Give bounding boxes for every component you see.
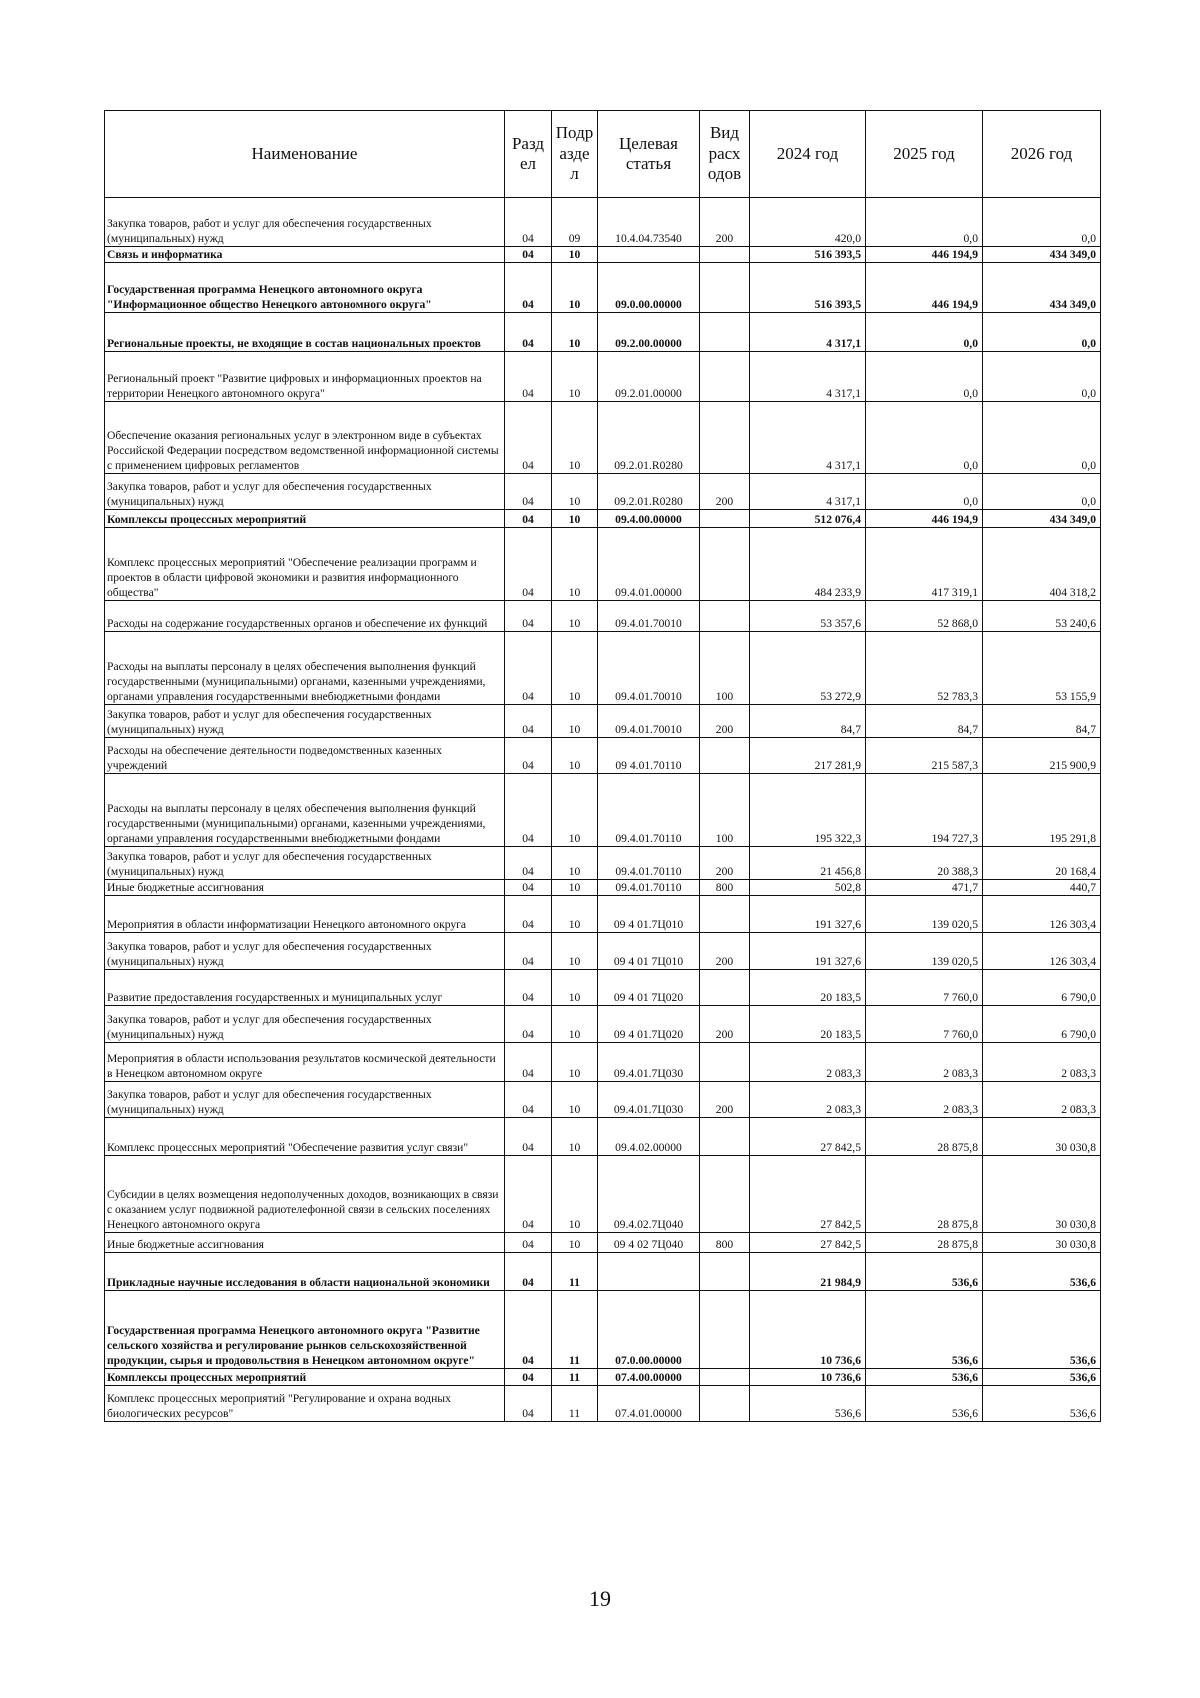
cell-expense-type <box>700 601 750 632</box>
cell-2026: 30 030,8 <box>983 1118 1101 1156</box>
cell-2025: 139 020,5 <box>866 896 983 933</box>
cell-subsection: 10 <box>552 1082 598 1118</box>
cell-section: 04 <box>505 880 552 896</box>
cell-2025: 471,7 <box>866 880 983 896</box>
cell-expense-type <box>700 313 750 352</box>
cell-2025: 536,6 <box>866 1253 983 1291</box>
cell-2026: 0,0 <box>983 352 1101 402</box>
cell-2026: 126 303,4 <box>983 896 1101 933</box>
table-row <box>105 896 1101 933</box>
cell-2026: 536,6 <box>983 1369 1101 1386</box>
cell-2024: 516 393,5 <box>750 247 866 263</box>
cell-target-article: 09.4.01.70110 <box>598 880 700 896</box>
cell-name: Обеспечение оказания региональных услуг в электронном виде в субъектах Российской Федерации посредством ведомственной информационной системы с применением цифровых регламентов <box>105 402 505 474</box>
cell-2024: 4 317,1 <box>750 474 866 510</box>
cell-subsection: 11 <box>552 1253 598 1291</box>
cell-2026: 536,6 <box>983 1291 1101 1369</box>
cell-subsection: 10 <box>552 632 598 705</box>
cell-2024: 4 317,1 <box>750 402 866 474</box>
cell-target-article: 09 4 01.7Ц010 <box>598 896 700 933</box>
cell-subsection: 10 <box>552 774 598 847</box>
cell-expense-type: 200 <box>700 474 750 510</box>
cell-name: Связь и информатика <box>105 247 505 263</box>
cell-2026: 2 083,3 <box>983 1082 1101 1118</box>
cell-2025: 28 875,8 <box>866 1118 983 1156</box>
table-row <box>105 705 1101 738</box>
table-row <box>105 474 1101 510</box>
cell-2024: 536,6 <box>750 1386 866 1422</box>
table-row <box>105 1253 1101 1291</box>
cell-name: Закупка товаров, работ и услуг для обеспечения государственных (муниципальных) нужд <box>105 1082 505 1118</box>
cell-expense-type: 800 <box>700 1233 750 1253</box>
header-2025: 2025 год <box>866 111 983 198</box>
cell-section: 04 <box>505 474 552 510</box>
cell-target-article: 09 4 01.7Ц020 <box>598 1006 700 1043</box>
cell-target-article: 09.2.01.R0280 <box>598 402 700 474</box>
cell-2024: 27 842,5 <box>750 1118 866 1156</box>
cell-expense-type <box>700 738 750 774</box>
cell-target-article: 09.2.01.R0280 <box>598 474 700 510</box>
cell-target-article: 09.4.01.70010 <box>598 632 700 705</box>
table-row <box>105 510 1101 528</box>
cell-target-article: 09.4.02.7Ц040 <box>598 1156 700 1233</box>
cell-2025: 139 020,5 <box>866 933 983 970</box>
cell-expense-type: 200 <box>700 847 750 880</box>
cell-subsection: 11 <box>552 1369 598 1386</box>
cell-section: 04 <box>505 198 552 247</box>
cell-2026: 434 349,0 <box>983 510 1101 528</box>
cell-target-article: 09 4 02 7Ц040 <box>598 1233 700 1253</box>
table-body <box>105 198 1101 1422</box>
cell-2024: 10 736,6 <box>750 1291 866 1369</box>
cell-subsection: 10 <box>552 970 598 1006</box>
table-row <box>105 1291 1101 1369</box>
cell-name: Комплексы процессных мероприятий <box>105 510 505 528</box>
cell-expense-type <box>700 510 750 528</box>
cell-expense-type <box>700 1156 750 1233</box>
cell-subsection: 10 <box>552 352 598 402</box>
cell-expense-type: 200 <box>700 705 750 738</box>
cell-2026: 434 349,0 <box>983 263 1101 313</box>
cell-target-article: 09.4.01.7Ц030 <box>598 1043 700 1082</box>
cell-name: Государственная программа Ненецкого автономного округа "Развитие сельского хозяйства и регулирование рынков сельскохозяйственной продукции, сырья и продовольствия в Ненецком автономном округе" <box>105 1291 505 1369</box>
cell-2024: 10 736,6 <box>750 1369 866 1386</box>
cell-target-article: 07.4.00.00000 <box>598 1369 700 1386</box>
table-row <box>105 263 1101 313</box>
cell-subsection: 10 <box>552 1118 598 1156</box>
cell-2024: 53 357,6 <box>750 601 866 632</box>
cell-2025: 215 587,3 <box>866 738 983 774</box>
cell-section: 04 <box>505 774 552 847</box>
cell-subsection: 10 <box>552 313 598 352</box>
table-row <box>105 1156 1101 1233</box>
cell-2024: 20 183,5 <box>750 970 866 1006</box>
cell-2025: 0,0 <box>866 352 983 402</box>
cell-section: 04 <box>505 1043 552 1082</box>
cell-target-article: 07.0.00.00000 <box>598 1291 700 1369</box>
cell-target-article: 09.4.02.00000 <box>598 1118 700 1156</box>
table-row <box>105 1369 1101 1386</box>
cell-subsection: 10 <box>552 263 598 313</box>
cell-2025: 28 875,8 <box>866 1156 983 1233</box>
cell-subsection: 11 <box>552 1386 598 1422</box>
cell-subsection: 10 <box>552 510 598 528</box>
cell-target-article: 09 4 01 7Ц010 <box>598 933 700 970</box>
header-section: Разд ел <box>505 111 552 198</box>
cell-name: Региональные проекты, не входящие в состав национальных проектов <box>105 313 505 352</box>
cell-subsection: 10 <box>552 705 598 738</box>
cell-section: 04 <box>505 847 552 880</box>
cell-subsection: 10 <box>552 847 598 880</box>
cell-2026: 2 083,3 <box>983 1043 1101 1082</box>
cell-section: 04 <box>505 933 552 970</box>
table-row <box>105 352 1101 402</box>
cell-expense-type <box>700 1369 750 1386</box>
cell-target-article: 09.2.01.00000 <box>598 352 700 402</box>
cell-section: 04 <box>505 1082 552 1118</box>
cell-2024: 27 842,5 <box>750 1233 866 1253</box>
cell-2026: 0,0 <box>983 474 1101 510</box>
cell-section: 04 <box>505 1233 552 1253</box>
cell-expense-type <box>700 402 750 474</box>
cell-2025: 446 194,9 <box>866 510 983 528</box>
cell-subsection: 10 <box>552 1006 598 1043</box>
cell-2026: 434 349,0 <box>983 247 1101 263</box>
cell-2024: 27 842,5 <box>750 1156 866 1233</box>
budget-table <box>104 110 1101 1422</box>
cell-2026: 0,0 <box>983 198 1101 247</box>
cell-expense-type: 100 <box>700 774 750 847</box>
cell-2025: 417 319,1 <box>866 528 983 601</box>
cell-target-article: 09.4.01.70110 <box>598 847 700 880</box>
cell-section: 04 <box>505 263 552 313</box>
table-row <box>105 1118 1101 1156</box>
cell-name: Государственная программа Ненецкого автономного округа "Информационное общество Ненецкого автономного округа" <box>105 263 505 313</box>
cell-subsection: 10 <box>552 474 598 510</box>
cell-name: Прикладные научные исследования в области национальной экономики <box>105 1253 505 1291</box>
table-row <box>105 247 1101 263</box>
cell-name: Закупка товаров, работ и услуг для обеспечения государственных (муниципальных) нужд <box>105 847 505 880</box>
cell-name: Региональный проект "Развитие цифровых и информационных проектов на территории Ненецкого автономного округа" <box>105 352 505 402</box>
cell-section: 04 <box>505 1006 552 1043</box>
cell-2025: 0,0 <box>866 198 983 247</box>
cell-name: Развитие предоставления государственных и муниципальных услуг <box>105 970 505 1006</box>
cell-2024: 21 984,9 <box>750 1253 866 1291</box>
cell-target-article <box>598 1253 700 1291</box>
cell-2024: 4 317,1 <box>750 313 866 352</box>
cell-2024: 217 281,9 <box>750 738 866 774</box>
cell-2026: 30 030,8 <box>983 1156 1101 1233</box>
cell-2026: 0,0 <box>983 402 1101 474</box>
cell-target-article: 07.4.01.00000 <box>598 1386 700 1422</box>
cell-target-article: 09.4.01.70010 <box>598 601 700 632</box>
cell-2026: 20 168,4 <box>983 847 1101 880</box>
cell-2024: 4 317,1 <box>750 352 866 402</box>
cell-section: 04 <box>505 601 552 632</box>
cell-2024: 420,0 <box>750 198 866 247</box>
cell-section: 04 <box>505 632 552 705</box>
cell-section: 04 <box>505 1118 552 1156</box>
cell-2026: 84,7 <box>983 705 1101 738</box>
cell-expense-type <box>700 263 750 313</box>
cell-2025: 52 783,3 <box>866 632 983 705</box>
cell-target-article: 10.4.04.73540 <box>598 198 700 247</box>
cell-section: 04 <box>505 1253 552 1291</box>
cell-2024: 191 327,6 <box>750 896 866 933</box>
cell-name: Закупка товаров, работ и услуг для обеспечения государственных (муниципальных) нужд <box>105 474 505 510</box>
cell-target-article <box>598 247 700 263</box>
cell-expense-type <box>700 970 750 1006</box>
cell-2024: 516 393,5 <box>750 263 866 313</box>
cell-expense-type <box>700 1253 750 1291</box>
cell-target-article: 09.0.00.00000 <box>598 263 700 313</box>
table-row <box>105 1006 1101 1043</box>
cell-name: Комплексы процессных мероприятий <box>105 1369 505 1386</box>
cell-subsection: 10 <box>552 1043 598 1082</box>
cell-expense-type <box>700 247 750 263</box>
cell-name: Расходы на выплаты персоналу в целях обеспечения выполнения функций государственными (муниципальными) органами, казенными учреждениями, органами управления государственными внебюджетными фондами <box>105 774 505 847</box>
cell-subsection: 10 <box>552 880 598 896</box>
cell-target-article: 09.4.01.00000 <box>598 528 700 601</box>
cell-section: 04 <box>505 1369 552 1386</box>
cell-2026: 440,7 <box>983 880 1101 896</box>
cell-subsection: 10 <box>552 933 598 970</box>
table-header-row <box>105 111 1101 198</box>
cell-section: 04 <box>505 528 552 601</box>
cell-subsection: 10 <box>552 247 598 263</box>
cell-expense-type: 200 <box>700 198 750 247</box>
cell-2025: 536,6 <box>866 1369 983 1386</box>
cell-target-article: 09 4.01.70110 <box>598 738 700 774</box>
cell-section: 04 <box>505 705 552 738</box>
cell-2026: 0,0 <box>983 313 1101 352</box>
table-row <box>105 313 1101 352</box>
cell-name: Мероприятия в области использования результатов космической деятельности в Ненецком автономном округе <box>105 1043 505 1082</box>
cell-section: 04 <box>505 510 552 528</box>
table-row <box>105 1386 1101 1422</box>
cell-target-article: 09.4.01.70010 <box>598 705 700 738</box>
cell-expense-type <box>700 1118 750 1156</box>
cell-name: Комплекс процессных мероприятий "Регулирование и охрана водных биологических ресурсов" <box>105 1386 505 1422</box>
table-row <box>105 632 1101 705</box>
cell-2025: 446 194,9 <box>866 247 983 263</box>
cell-name: Иные бюджетные ассигнования <box>105 880 505 896</box>
cell-name: Комплекс процессных мероприятий "Обеспечение развития услуг связи" <box>105 1118 505 1156</box>
cell-section: 04 <box>505 402 552 474</box>
cell-subsection: 10 <box>552 528 598 601</box>
cell-name: Иные бюджетные ассигнования <box>105 1233 505 1253</box>
cell-name: Расходы на обеспечение деятельности подведомственных казенных учреждений <box>105 738 505 774</box>
cell-target-article: 09.4.01.70110 <box>598 774 700 847</box>
cell-2025: 2 083,3 <box>866 1082 983 1118</box>
table-row <box>105 198 1101 247</box>
cell-2025: 7 760,0 <box>866 1006 983 1043</box>
table-row <box>105 1043 1101 1082</box>
cell-2025: 20 388,3 <box>866 847 983 880</box>
cell-subsection: 09 <box>552 198 598 247</box>
cell-2025: 0,0 <box>866 474 983 510</box>
cell-2024: 195 322,3 <box>750 774 866 847</box>
cell-name: Расходы на содержание государственных органов и обеспечение их функций <box>105 601 505 632</box>
cell-2024: 21 456,8 <box>750 847 866 880</box>
cell-2024: 2 083,3 <box>750 1082 866 1118</box>
cell-expense-type: 200 <box>700 933 750 970</box>
cell-2026: 30 030,8 <box>983 1233 1101 1253</box>
cell-2024: 84,7 <box>750 705 866 738</box>
cell-2026: 195 291,8 <box>983 774 1101 847</box>
table-row <box>105 601 1101 632</box>
table-row <box>105 880 1101 896</box>
cell-name: Закупка товаров, работ и услуг для обеспечения государственных (муниципальных) нужд <box>105 933 505 970</box>
table-row <box>105 528 1101 601</box>
cell-section: 04 <box>505 313 552 352</box>
cell-target-article: 09.4.00.00000 <box>598 510 700 528</box>
cell-name: Закупка товаров, работ и услуг для обеспечения государственных (муниципальных) нужд <box>105 198 505 247</box>
cell-2024: 512 076,4 <box>750 510 866 528</box>
cell-2024: 191 327,6 <box>750 933 866 970</box>
cell-subsection: 10 <box>552 1233 598 1253</box>
cell-name: Мероприятия в области информатизации Ненецкого автономного округа <box>105 896 505 933</box>
cell-subsection: 10 <box>552 402 598 474</box>
cell-2026: 53 155,9 <box>983 632 1101 705</box>
cell-2025: 2 083,3 <box>866 1043 983 1082</box>
cell-2024: 502,8 <box>750 880 866 896</box>
table-row <box>105 774 1101 847</box>
cell-subsection: 10 <box>552 601 598 632</box>
table-row <box>105 402 1101 474</box>
table-row <box>105 847 1101 880</box>
cell-2025: 536,6 <box>866 1386 983 1422</box>
cell-target-article: 09.4.01.7Ц030 <box>598 1082 700 1118</box>
cell-expense-type: 100 <box>700 632 750 705</box>
cell-2026: 126 303,4 <box>983 933 1101 970</box>
cell-subsection: 10 <box>552 896 598 933</box>
table-row <box>105 1082 1101 1118</box>
cell-expense-type <box>700 1291 750 1369</box>
cell-section: 04 <box>505 352 552 402</box>
header-expense-type: Вид расх одов <box>700 111 750 198</box>
cell-subsection: 10 <box>552 738 598 774</box>
table-row <box>105 933 1101 970</box>
cell-name: Закупка товаров, работ и услуг для обеспечения государственных (муниципальных) нужд <box>105 1006 505 1043</box>
cell-2025: 446 194,9 <box>866 263 983 313</box>
cell-subsection: 10 <box>552 1156 598 1233</box>
cell-subsection: 11 <box>552 1291 598 1369</box>
cell-2026: 536,6 <box>983 1386 1101 1422</box>
cell-target-article: 09.2.00.00000 <box>598 313 700 352</box>
cell-2024: 20 183,5 <box>750 1006 866 1043</box>
cell-2024: 53 272,9 <box>750 632 866 705</box>
cell-expense-type <box>700 528 750 601</box>
header-subsection: Подр азде л <box>552 111 598 198</box>
cell-section: 04 <box>505 247 552 263</box>
cell-expense-type: 200 <box>700 1006 750 1043</box>
cell-expense-type <box>700 1386 750 1422</box>
cell-expense-type: 200 <box>700 1082 750 1118</box>
cell-target-article: 09 4 01 7Ц020 <box>598 970 700 1006</box>
cell-section: 04 <box>505 970 552 1006</box>
page-number: 19 <box>589 1586 611 1611</box>
cell-expense-type <box>700 896 750 933</box>
header-target-article: Целевая статья <box>598 111 700 198</box>
table-row <box>105 1233 1101 1253</box>
cell-2025: 7 760,0 <box>866 970 983 1006</box>
cell-2025: 84,7 <box>866 705 983 738</box>
cell-name: Комплекс процессных мероприятий "Обеспечение реализации программ и проектов в области цифровой экономики и развития информационного общества" <box>105 528 505 601</box>
cell-name: Закупка товаров, работ и услуг для обеспечения государственных (муниципальных) нужд <box>105 705 505 738</box>
cell-2025: 194 727,3 <box>866 774 983 847</box>
cell-2025: 0,0 <box>866 402 983 474</box>
cell-2025: 536,6 <box>866 1291 983 1369</box>
cell-section: 04 <box>505 1291 552 1369</box>
cell-expense-type <box>700 352 750 402</box>
cell-expense-type <box>700 1043 750 1082</box>
cell-2026: 215 900,9 <box>983 738 1101 774</box>
cell-2026: 53 240,6 <box>983 601 1101 632</box>
cell-section: 04 <box>505 896 552 933</box>
cell-name: Расходы на выплаты персоналу в целях обеспечения выполнения функций государственными (муниципальными) органами, казенными учреждениями, органами управления государственными внебюджетными фондами <box>105 632 505 705</box>
cell-name: Субсидии в целях возмещения недополученных доходов, возникающих в связи с оказанием услуг подвижной радиотелефонной связи в сельских поселениях Ненецкого автономного округа <box>105 1156 505 1233</box>
cell-2026: 6 790,0 <box>983 970 1101 1006</box>
table-row <box>105 970 1101 1006</box>
cell-2025: 52 868,0 <box>866 601 983 632</box>
cell-2024: 2 083,3 <box>750 1043 866 1082</box>
header-2024: 2024 год <box>750 111 866 198</box>
header-name: Наименование <box>105 111 505 198</box>
table-row <box>105 738 1101 774</box>
cell-2025: 0,0 <box>866 313 983 352</box>
cell-2026: 536,6 <box>983 1253 1101 1291</box>
cell-section: 04 <box>505 738 552 774</box>
cell-2024: 484 233,9 <box>750 528 866 601</box>
cell-expense-type: 800 <box>700 880 750 896</box>
cell-section: 04 <box>505 1386 552 1422</box>
cell-2026: 404 318,2 <box>983 528 1101 601</box>
header-2026: 2026 год <box>983 111 1101 198</box>
cell-2025: 28 875,8 <box>866 1233 983 1253</box>
cell-section: 04 <box>505 1156 552 1233</box>
cell-2026: 6 790,0 <box>983 1006 1101 1043</box>
